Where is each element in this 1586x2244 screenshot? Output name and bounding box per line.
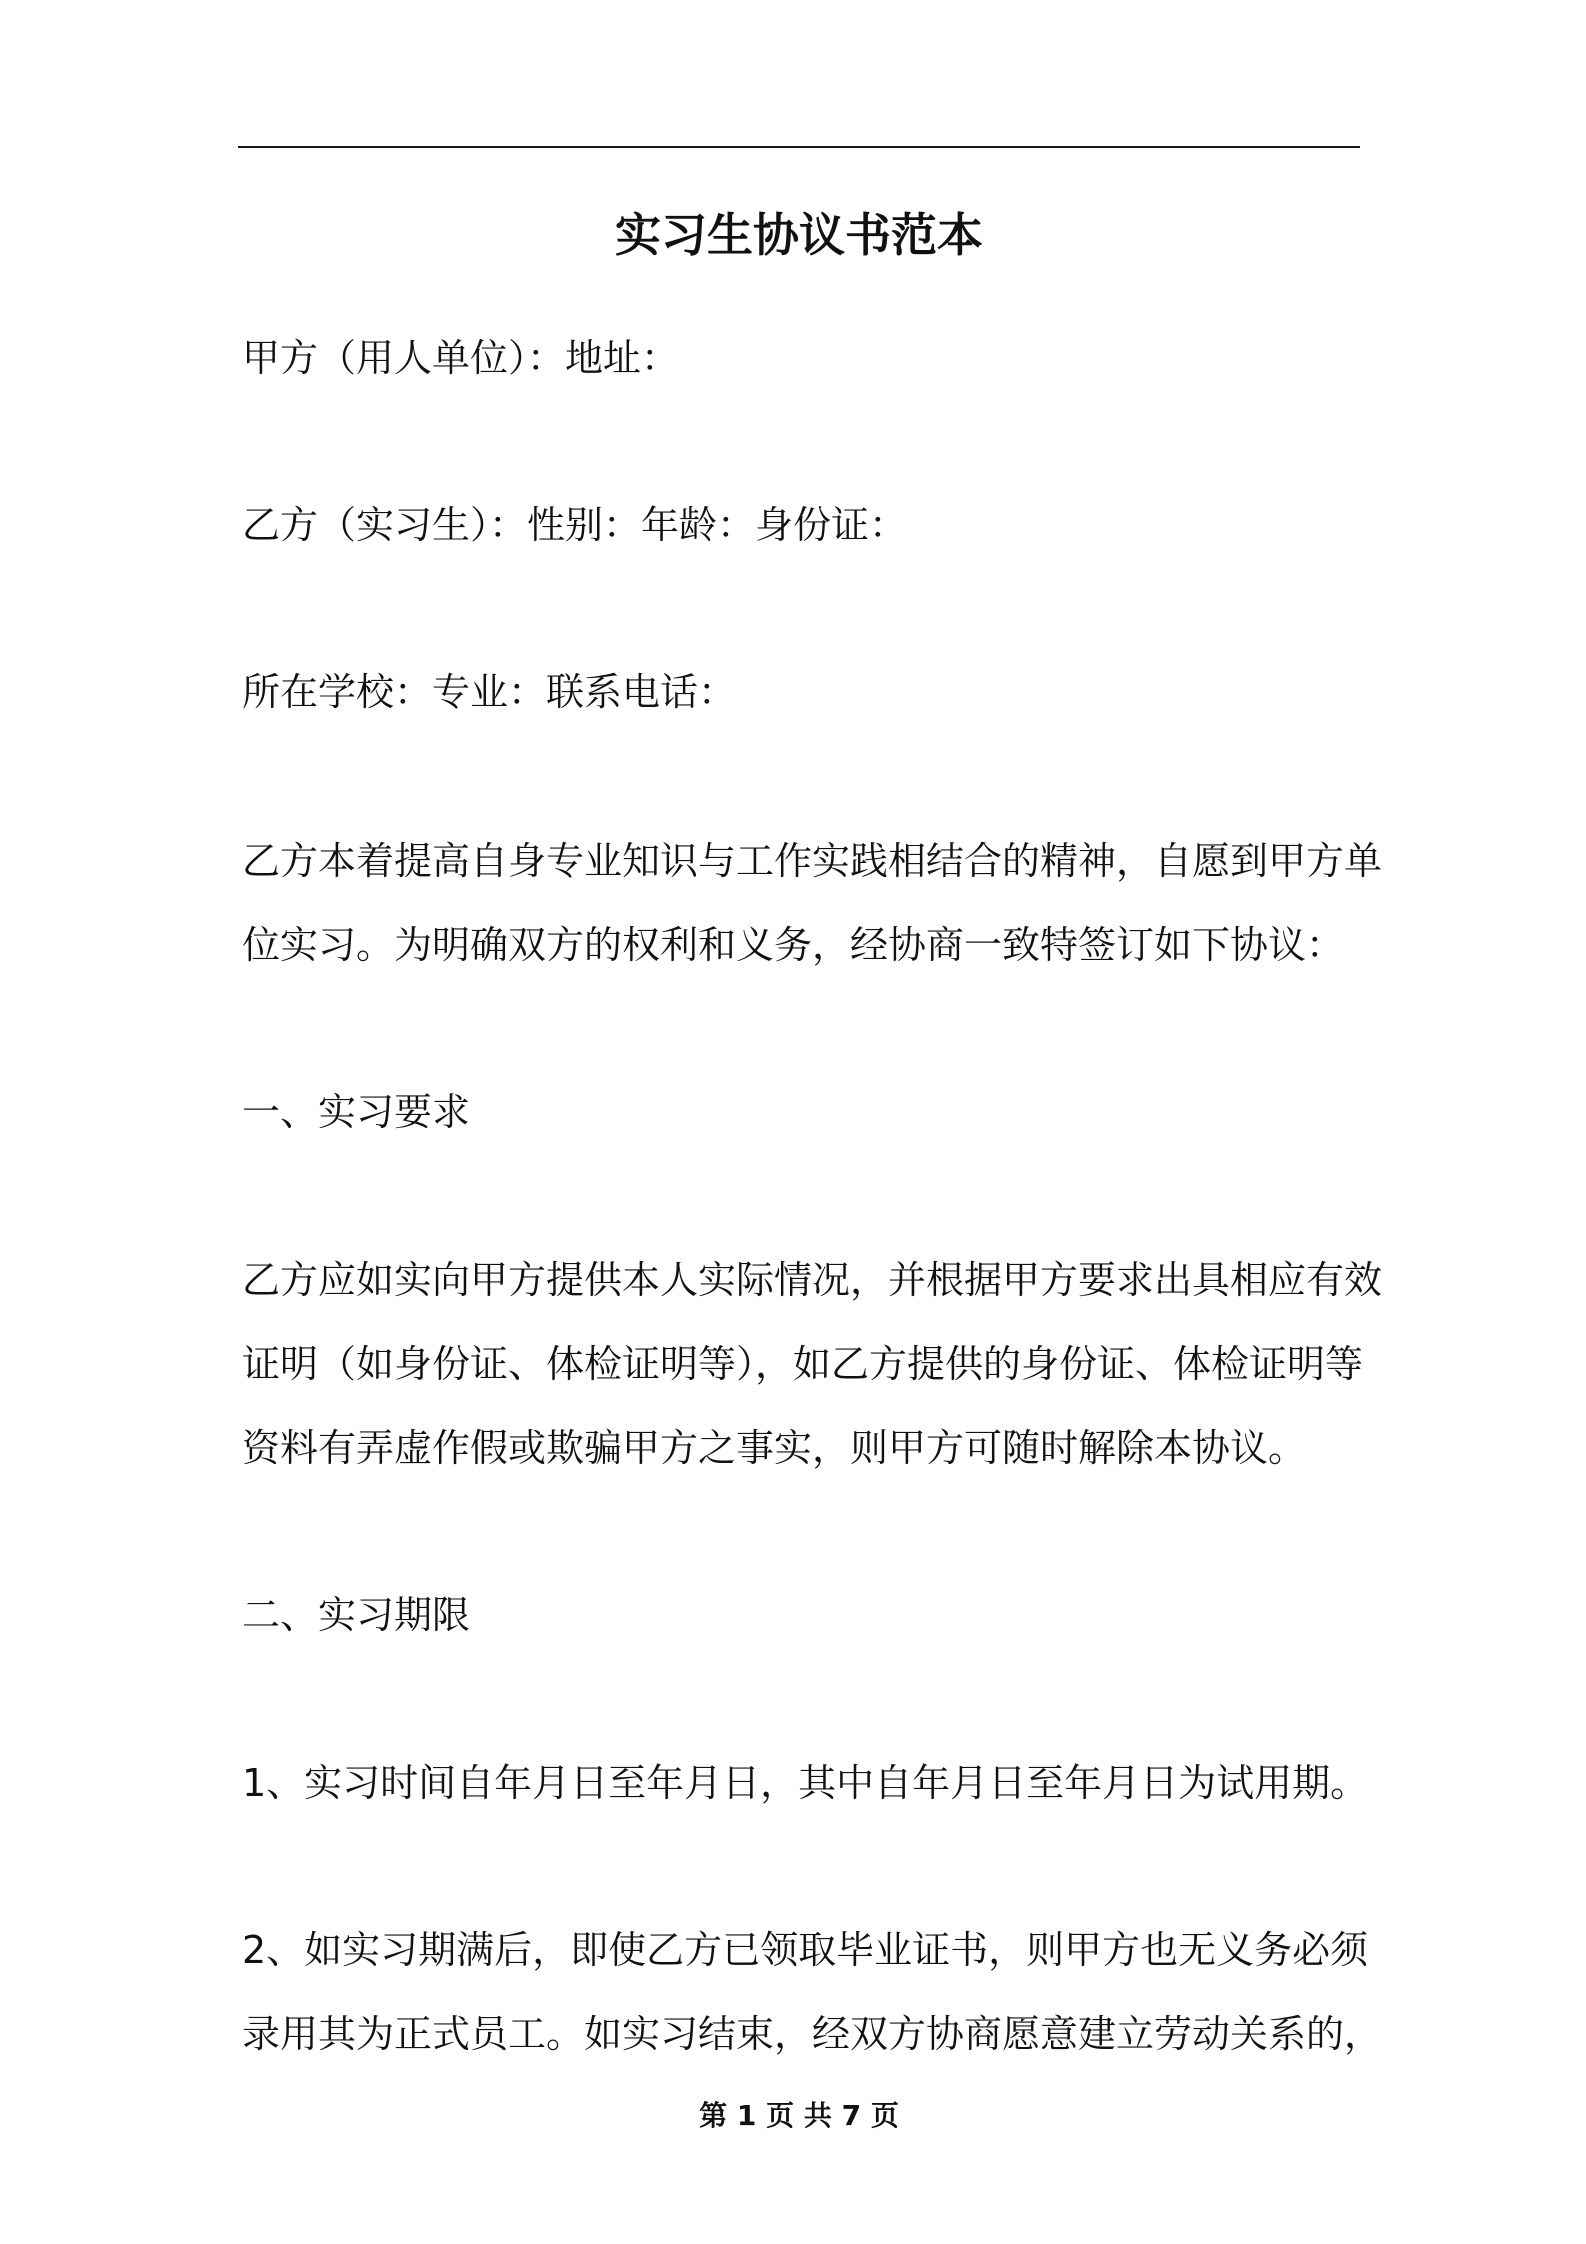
section-1-line-1: 乙方应如实向甲方提供本人实际情况，并根据甲方要求出具相应有效 — [242, 1258, 1383, 1302]
section-1-line-3: 资料有弄虚作假或欺骗甲方之事实，则甲方可随时解除本协议。 — [242, 1426, 1307, 1470]
party-a-line: 甲方（用人单位）：地址： — [242, 336, 680, 380]
section-2-heading: 二、实习期限 — [242, 1593, 471, 1637]
section-2-item-1: 1、实习时间自年月日至年月日，其中自年月日至年月日为试用期。 — [242, 1761, 1369, 1805]
header-rule — [238, 146, 1360, 148]
school-line: 所在学校：专业：联系电话： — [242, 670, 737, 714]
document-title: 实习生协议书范本 — [615, 208, 983, 262]
party-b-line: 乙方（实习生）：性别：年龄：身份证： — [242, 503, 908, 547]
section-2-item-2-line-2: 录用其为正式员工。如实习结束，经双方协商愿意建立劳动关系的， — [242, 2012, 1383, 2056]
section-1-heading: 一、实习要求 — [242, 1090, 471, 1134]
section-1-line-2: 证明（如身份证、体检证明等），如乙方提供的身份证、体检证明等 — [242, 1342, 1364, 1386]
intro-line-2: 位实习。为明确双方的权利和义务，经协商一致特签订如下协议： — [242, 923, 1345, 967]
section-2-item-2-line-1: 2、如实习期满后，即使乙方已领取毕业证书，则甲方也无义务必须 — [242, 1928, 1369, 1972]
intro-line-1: 乙方本着提高自身专业知识与工作实践相结合的精神，自愿到甲方单 — [242, 839, 1383, 883]
page-number-footer: 第 1 页 共 7 页 — [699, 2099, 899, 2132]
